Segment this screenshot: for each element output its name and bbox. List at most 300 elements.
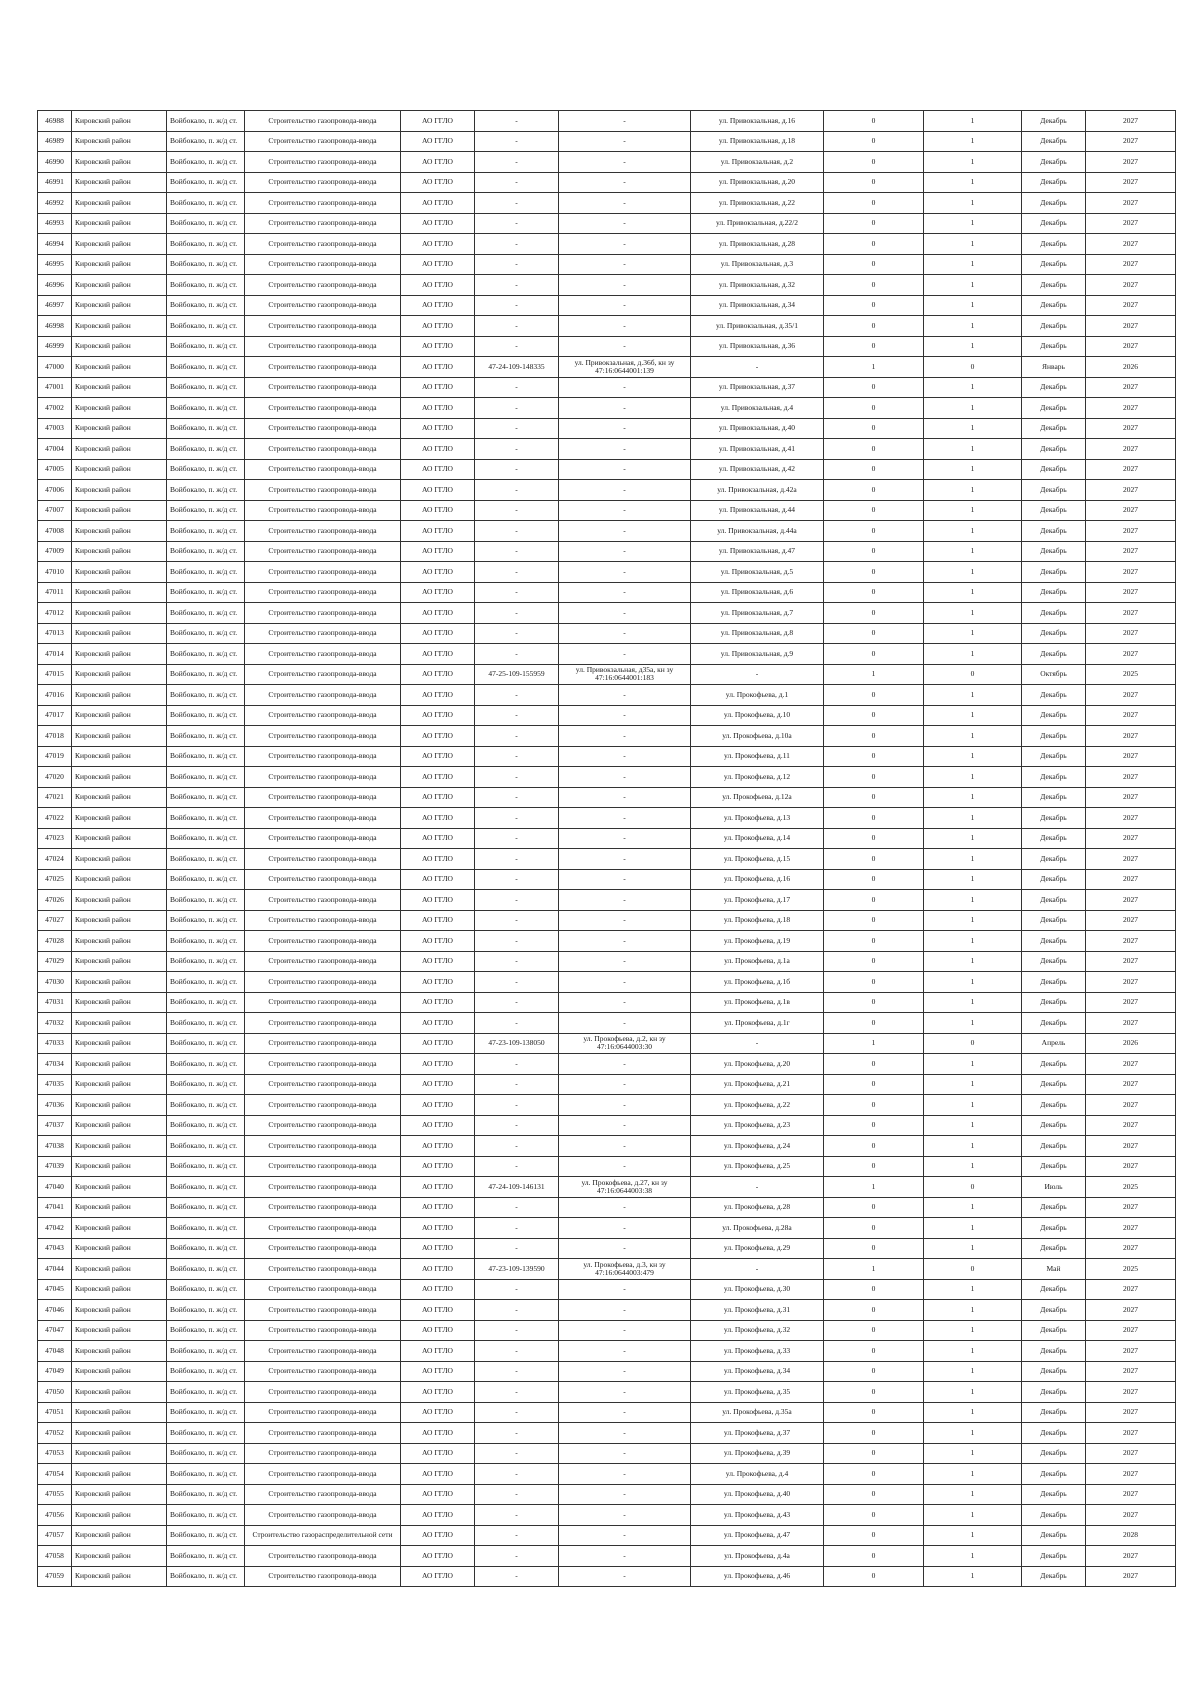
cell-year: 2027: [1086, 1402, 1176, 1423]
cell-qty-1: 0: [824, 1115, 924, 1136]
cell-tu-number: -: [475, 1402, 559, 1423]
cell-address: ул. Прокофьева, д.1: [691, 685, 824, 706]
cell-organization: АО ГГЛО: [401, 459, 475, 480]
cell-address: ул. Прокофьева, д.4: [691, 1464, 824, 1485]
cell-qty-2: 1: [924, 1402, 1022, 1423]
cell-month: Декабрь: [1022, 890, 1086, 911]
cell-locality: Войбокало, п. ж/д ст.: [167, 562, 245, 583]
cell-year: 2025: [1086, 1259, 1176, 1280]
cell-year: 2027: [1086, 336, 1176, 357]
cell-address: ул. Прокофьева, д.39: [691, 1443, 824, 1464]
cell-id: 47059: [38, 1566, 72, 1587]
cell-address: ул. Прокофьева, д.34: [691, 1361, 824, 1382]
cell-land-plot: -: [559, 1546, 691, 1567]
cell-month: Декабрь: [1022, 152, 1086, 173]
cell-district: Кировский район: [72, 1259, 167, 1280]
cell-address: ул. Привокзальная, д.44а: [691, 521, 824, 542]
cell-qty-1: 0: [824, 1156, 924, 1177]
cell-year: 2027: [1086, 808, 1176, 829]
cell-land-plot: -: [559, 398, 691, 419]
cell-year: 2027: [1086, 500, 1176, 521]
cell-id: 47048: [38, 1341, 72, 1362]
cell-district: Кировский район: [72, 1546, 167, 1567]
cell-qty-1: 0: [824, 418, 924, 439]
cell-district: Кировский район: [72, 1525, 167, 1546]
cell-work-type: Строительство газопровода-ввода: [245, 234, 401, 255]
cell-work-type: Строительство газопровода-ввода: [245, 767, 401, 788]
cell-organization: АО ГГЛО: [401, 1074, 475, 1095]
cell-land-plot: -: [559, 603, 691, 624]
cell-organization: АО ГГЛО: [401, 849, 475, 870]
cell-month: Май: [1022, 1259, 1086, 1280]
cell-qty-1: 0: [824, 1013, 924, 1034]
cell-tu-number: -: [475, 582, 559, 603]
cell-tu-number: -: [475, 213, 559, 234]
cell-id: 47057: [38, 1525, 72, 1546]
cell-organization: АО ГГЛО: [401, 500, 475, 521]
cell-locality: Войбокало, п. ж/д ст.: [167, 767, 245, 788]
cell-address: ул. Прокофьева, д.20: [691, 1054, 824, 1075]
cell-qty-2: 0: [924, 1259, 1022, 1280]
cell-land-plot: -: [559, 992, 691, 1013]
cell-id: 47058: [38, 1546, 72, 1567]
cell-qty-1: 0: [824, 541, 924, 562]
cell-district: Кировский район: [72, 1218, 167, 1239]
cell-tu-number: -: [475, 521, 559, 542]
cell-land-plot: -: [559, 890, 691, 911]
cell-land-plot: -: [559, 1095, 691, 1116]
cell-month: Декабрь: [1022, 254, 1086, 275]
cell-tu-number: -: [475, 1218, 559, 1239]
cell-district: Кировский район: [72, 1054, 167, 1075]
cell-month: Декабрь: [1022, 1546, 1086, 1567]
cell-tu-number: -: [475, 152, 559, 173]
cell-land-plot: -: [559, 377, 691, 398]
cell-locality: Войбокало, п. ж/д ст.: [167, 111, 245, 132]
cell-district: Кировский район: [72, 1095, 167, 1116]
cell-tu-number: -: [475, 172, 559, 193]
cell-qty-2: 1: [924, 1382, 1022, 1403]
table-row: [38, 377, 1176, 398]
cell-qty-2: 1: [924, 1546, 1022, 1567]
cell-id: 47019: [38, 746, 72, 767]
cell-qty-2: 1: [924, 439, 1022, 460]
cell-qty-1: 0: [824, 500, 924, 521]
cell-id: 47026: [38, 890, 72, 911]
cell-month: Декабрь: [1022, 480, 1086, 501]
table-row: [38, 1074, 1176, 1095]
cell-id: 47007: [38, 500, 72, 521]
cell-district: Кировский район: [72, 1484, 167, 1505]
cell-work-type: Строительство газопровода-ввода: [245, 1074, 401, 1095]
cell-address: ул. Прокофьева, д.43: [691, 1505, 824, 1526]
cell-work-type: Строительство газопровода-ввода: [245, 1218, 401, 1239]
cell-organization: АО ГГЛО: [401, 726, 475, 747]
cell-district: Кировский район: [72, 1177, 167, 1198]
cell-district: Кировский район: [72, 1279, 167, 1300]
cell-address: ул. Прокофьева, д.13: [691, 808, 824, 829]
cell-address: ул. Прокофьева, д.15: [691, 849, 824, 870]
cell-work-type: Строительство газопровода-ввода: [245, 623, 401, 644]
cell-land-plot: ул. Привокзальная, д.36б, кн зу 47:16:0644001:139: [559, 357, 691, 378]
cell-land-plot: -: [559, 275, 691, 296]
cell-tu-number: -: [475, 1197, 559, 1218]
cell-land-plot: -: [559, 849, 691, 870]
cell-address: ул. Привокзальная, д.3: [691, 254, 824, 275]
cell-qty-2: 1: [924, 172, 1022, 193]
cell-qty-1: 0: [824, 1136, 924, 1157]
cell-qty-1: 0: [824, 152, 924, 173]
cell-organization: АО ГГЛО: [401, 1525, 475, 1546]
cell-id: 47040: [38, 1177, 72, 1198]
cell-organization: АО ГГЛО: [401, 1402, 475, 1423]
cell-id: 47041: [38, 1197, 72, 1218]
cell-organization: АО ГГЛО: [401, 1546, 475, 1567]
cell-tu-number: -: [475, 1361, 559, 1382]
cell-qty-2: 1: [924, 1464, 1022, 1485]
cell-work-type: Строительство газопровода-ввода: [245, 1505, 401, 1526]
cell-organization: АО ГГЛО: [401, 234, 475, 255]
cell-locality: Войбокало, п. ж/д ст.: [167, 1095, 245, 1116]
table-row: [38, 111, 1176, 132]
cell-organization: АО ГГЛО: [401, 767, 475, 788]
table-row: [38, 1033, 1176, 1054]
cell-district: Кировский район: [72, 111, 167, 132]
cell-work-type: Строительство газопровода-ввода: [245, 603, 401, 624]
cell-id: 47016: [38, 685, 72, 706]
cell-tu-number: -: [475, 336, 559, 357]
table-row: [38, 1238, 1176, 1259]
cell-id: 47049: [38, 1361, 72, 1382]
cell-month: Декабрь: [1022, 931, 1086, 952]
cell-work-type: Строительство газопровода-ввода: [245, 808, 401, 829]
cell-month: Декабрь: [1022, 418, 1086, 439]
cell-land-plot: -: [559, 111, 691, 132]
cell-month: Декабрь: [1022, 1300, 1086, 1321]
cell-qty-2: 1: [924, 644, 1022, 665]
cell-organization: АО ГГЛО: [401, 418, 475, 439]
cell-district: Кировский район: [72, 808, 167, 829]
cell-qty-1: 0: [824, 131, 924, 152]
table-row: [38, 1013, 1176, 1034]
cell-qty-2: 1: [924, 992, 1022, 1013]
cell-organization: АО ГГЛО: [401, 746, 475, 767]
cell-year: 2027: [1086, 1115, 1176, 1136]
cell-organization: АО ГГЛО: [401, 582, 475, 603]
cell-qty-1: 0: [824, 234, 924, 255]
cell-organization: АО ГГЛО: [401, 1361, 475, 1382]
cell-locality: Войбокало, п. ж/д ст.: [167, 234, 245, 255]
cell-id: 47055: [38, 1484, 72, 1505]
cell-land-plot: -: [559, 234, 691, 255]
table-row: [38, 1054, 1176, 1075]
cell-organization: АО ГГЛО: [401, 1238, 475, 1259]
cell-id: 47037: [38, 1115, 72, 1136]
cell-year: 2027: [1086, 931, 1176, 952]
table-row: [38, 582, 1176, 603]
cell-qty-1: 1: [824, 1259, 924, 1280]
table-row: [38, 500, 1176, 521]
cell-work-type: Строительство газопровода-ввода: [245, 213, 401, 234]
cell-tu-number: 47-25-109-155959: [475, 664, 559, 685]
cell-district: Кировский район: [72, 931, 167, 952]
cell-land-plot: -: [559, 582, 691, 603]
cell-id: 47045: [38, 1279, 72, 1300]
table-body: [38, 111, 1176, 1587]
table-row: [38, 1484, 1176, 1505]
cell-qty-1: 0: [824, 193, 924, 214]
cell-qty-1: 0: [824, 705, 924, 726]
cell-land-plot: ул. Привокзальная, д35а, кн зу 47:16:0644001:183: [559, 664, 691, 685]
cell-work-type: Строительство газопровода-ввода: [245, 1402, 401, 1423]
cell-tu-number: -: [475, 193, 559, 214]
cell-land-plot: -: [559, 152, 691, 173]
cell-qty-2: 1: [924, 685, 1022, 706]
cell-qty-2: 1: [924, 213, 1022, 234]
cell-month: Декабрь: [1022, 500, 1086, 521]
cell-year: 2027: [1086, 1054, 1176, 1075]
cell-work-type: Строительство газопровода-ввода: [245, 726, 401, 747]
cell-organization: АО ГГЛО: [401, 1320, 475, 1341]
cell-id: 46996: [38, 275, 72, 296]
cell-qty-1: 0: [824, 726, 924, 747]
table-row: [38, 316, 1176, 337]
cell-district: Кировский район: [72, 1115, 167, 1136]
cell-tu-number: -: [475, 1423, 559, 1444]
cell-month: Январь: [1022, 357, 1086, 378]
cell-organization: АО ГГЛО: [401, 787, 475, 808]
cell-qty-2: 0: [924, 357, 1022, 378]
cell-district: Кировский район: [72, 1136, 167, 1157]
cell-id: 46990: [38, 152, 72, 173]
cell-qty-2: 1: [924, 418, 1022, 439]
cell-qty-1: 0: [824, 1300, 924, 1321]
cell-year: 2027: [1086, 705, 1176, 726]
cell-month: Декабрь: [1022, 541, 1086, 562]
table-row: [38, 1566, 1176, 1587]
cell-organization: АО ГГЛО: [401, 644, 475, 665]
cell-qty-1: 0: [824, 1566, 924, 1587]
cell-id: 47029: [38, 951, 72, 972]
cell-locality: Войбокало, п. ж/д ст.: [167, 787, 245, 808]
cell-address: ул. Привокзальная, д.6: [691, 582, 824, 603]
cell-land-plot: -: [559, 623, 691, 644]
cell-tu-number: -: [475, 275, 559, 296]
cell-qty-2: 1: [924, 603, 1022, 624]
cell-month: Декабрь: [1022, 1341, 1086, 1362]
cell-work-type: Строительство газопровода-ввода: [245, 459, 401, 480]
cell-qty-2: 1: [924, 398, 1022, 419]
cell-work-type: Строительство газопровода-ввода: [245, 111, 401, 132]
cell-land-plot: -: [559, 562, 691, 583]
cell-qty-2: 1: [924, 787, 1022, 808]
cell-address: ул. Привокзальная, д.32: [691, 275, 824, 296]
cell-year: 2027: [1086, 1218, 1176, 1239]
cell-address: ул. Прокофьева, д.47: [691, 1525, 824, 1546]
cell-id: 47006: [38, 480, 72, 501]
cell-id: 47015: [38, 664, 72, 685]
cell-locality: Войбокало, п. ж/д ст.: [167, 951, 245, 972]
cell-qty-2: 1: [924, 1115, 1022, 1136]
cell-qty-1: 0: [824, 1361, 924, 1382]
table-row: [38, 685, 1176, 706]
cell-land-plot: -: [559, 1402, 691, 1423]
cell-qty-2: 1: [924, 1054, 1022, 1075]
cell-month: Декабрь: [1022, 1402, 1086, 1423]
cell-land-plot: -: [559, 439, 691, 460]
cell-year: 2027: [1086, 828, 1176, 849]
cell-month: Декабрь: [1022, 828, 1086, 849]
cell-month: Декабрь: [1022, 1074, 1086, 1095]
cell-locality: Войбокало, п. ж/д ст.: [167, 1259, 245, 1280]
cell-id: 47022: [38, 808, 72, 829]
cell-work-type: Строительство газопровода-ввода: [245, 869, 401, 890]
cell-tu-number: -: [475, 767, 559, 788]
cell-qty-1: 0: [824, 849, 924, 870]
cell-qty-2: 1: [924, 1074, 1022, 1095]
cell-qty-2: 1: [924, 1136, 1022, 1157]
cell-qty-1: 0: [824, 1095, 924, 1116]
cell-qty-2: 1: [924, 111, 1022, 132]
cell-qty-1: 0: [824, 1279, 924, 1300]
cell-tu-number: -: [475, 316, 559, 337]
cell-address: ул. Привокзальная, д.9: [691, 644, 824, 665]
cell-id: 47054: [38, 1464, 72, 1485]
cell-locality: Войбокало, п. ж/д ст.: [167, 500, 245, 521]
cell-district: Кировский район: [72, 1197, 167, 1218]
cell-id: 46988: [38, 111, 72, 132]
cell-month: Декабрь: [1022, 111, 1086, 132]
table-row: [38, 869, 1176, 890]
cell-locality: Войбокало, п. ж/д ст.: [167, 1074, 245, 1095]
cell-organization: АО ГГЛО: [401, 1095, 475, 1116]
cell-qty-2: 1: [924, 1095, 1022, 1116]
cell-land-plot: -: [559, 1464, 691, 1485]
cell-work-type: Строительство газопровода-ввода: [245, 316, 401, 337]
cell-tu-number: -: [475, 1300, 559, 1321]
cell-id: 47000: [38, 357, 72, 378]
cell-district: Кировский район: [72, 1300, 167, 1321]
cell-organization: АО ГГЛО: [401, 828, 475, 849]
cell-address: ул. Привокзальная, д.40: [691, 418, 824, 439]
cell-land-plot: -: [559, 1361, 691, 1382]
cell-id: 47056: [38, 1505, 72, 1526]
cell-organization: АО ГГЛО: [401, 357, 475, 378]
cell-locality: Войбокало, п. ж/д ст.: [167, 746, 245, 767]
cell-district: Кировский район: [72, 972, 167, 993]
cell-qty-2: 1: [924, 1443, 1022, 1464]
cell-locality: Войбокало, п. ж/д ст.: [167, 418, 245, 439]
cell-address: ул. Привокзальная, д.16: [691, 111, 824, 132]
cell-land-plot: -: [559, 193, 691, 214]
cell-qty-1: 0: [824, 254, 924, 275]
cell-work-type: Строительство газопровода-ввода: [245, 1300, 401, 1321]
table-row: [38, 1279, 1176, 1300]
cell-month: Декабрь: [1022, 910, 1086, 931]
cell-organization: АО ГГЛО: [401, 1115, 475, 1136]
table-row: [38, 1136, 1176, 1157]
cell-month: Декабрь: [1022, 767, 1086, 788]
cell-organization: АО ГГЛО: [401, 1382, 475, 1403]
cell-organization: АО ГГЛО: [401, 1443, 475, 1464]
cell-id: 46999: [38, 336, 72, 357]
cell-work-type: Строительство газопровода-ввода: [245, 582, 401, 603]
cell-year: 2027: [1086, 439, 1176, 460]
cell-year: 2025: [1086, 1177, 1176, 1198]
cell-address: ул. Привокзальная, д.18: [691, 131, 824, 152]
cell-year: 2027: [1086, 951, 1176, 972]
cell-qty-1: 0: [824, 480, 924, 501]
cell-district: Кировский район: [72, 890, 167, 911]
cell-tu-number: -: [475, 1156, 559, 1177]
cell-id: 47023: [38, 828, 72, 849]
cell-work-type: Строительство газопровода-ввода: [245, 787, 401, 808]
cell-qty-1: 0: [824, 931, 924, 952]
cell-id: 47032: [38, 1013, 72, 1034]
cell-work-type: Строительство газопровода-ввода: [245, 1279, 401, 1300]
cell-month: Декабрь: [1022, 1156, 1086, 1177]
cell-work-type: Строительство газопровода-ввода: [245, 254, 401, 275]
cell-year: 2026: [1086, 1033, 1176, 1054]
cell-address: ул. Привокзальная, д.8: [691, 623, 824, 644]
cell-land-plot: -: [559, 336, 691, 357]
cell-address: ул. Привокзальная, д.42: [691, 459, 824, 480]
cell-organization: АО ГГЛО: [401, 336, 475, 357]
cell-year: 2028: [1086, 1525, 1176, 1546]
table-row: [38, 603, 1176, 624]
cell-qty-2: 1: [924, 234, 1022, 255]
table-row: [38, 1505, 1176, 1526]
cell-tu-number: -: [475, 1505, 559, 1526]
cell-work-type: Строительство газопровода-ввода: [245, 1566, 401, 1587]
cell-land-plot: ул. Прокофьева, д.3, кн зу 47:16:0644003:479: [559, 1259, 691, 1280]
cell-work-type: Строительство газопровода-ввода: [245, 275, 401, 296]
cell-qty-1: 0: [824, 787, 924, 808]
cell-month: Декабрь: [1022, 849, 1086, 870]
cell-address: ул. Прокофьева, д.46: [691, 1566, 824, 1587]
cell-work-type: Строительство газопровода-ввода: [245, 1115, 401, 1136]
cell-district: Кировский район: [72, 869, 167, 890]
cell-id: 47021: [38, 787, 72, 808]
cell-work-type: Строительство газопровода-ввода: [245, 562, 401, 583]
cell-organization: АО ГГЛО: [401, 541, 475, 562]
cell-id: 47004: [38, 439, 72, 460]
table-row: [38, 1361, 1176, 1382]
cell-tu-number: -: [475, 1464, 559, 1485]
cell-land-plot: -: [559, 418, 691, 439]
cell-district: Кировский район: [72, 541, 167, 562]
cell-month: Декабрь: [1022, 623, 1086, 644]
table-row: [38, 1197, 1176, 1218]
table-row: [38, 910, 1176, 931]
cell-year: 2027: [1086, 1095, 1176, 1116]
table-row: [38, 1546, 1176, 1567]
cell-locality: Войбокало, п. ж/д ст.: [167, 1464, 245, 1485]
table-row: [38, 890, 1176, 911]
cell-tu-number: -: [475, 377, 559, 398]
cell-id: 47002: [38, 398, 72, 419]
cell-locality: Войбокало, п. ж/д ст.: [167, 726, 245, 747]
cell-work-type: Строительство газопровода-ввода: [245, 828, 401, 849]
cell-qty-1: 0: [824, 295, 924, 316]
cell-work-type: Строительство газопровода-ввода: [245, 131, 401, 152]
table-row: [38, 664, 1176, 685]
cell-land-plot: -: [559, 972, 691, 993]
cell-tu-number: -: [475, 1279, 559, 1300]
cell-year: 2027: [1086, 1320, 1176, 1341]
cell-land-plot: -: [559, 1156, 691, 1177]
cell-tu-number: -: [475, 1095, 559, 1116]
